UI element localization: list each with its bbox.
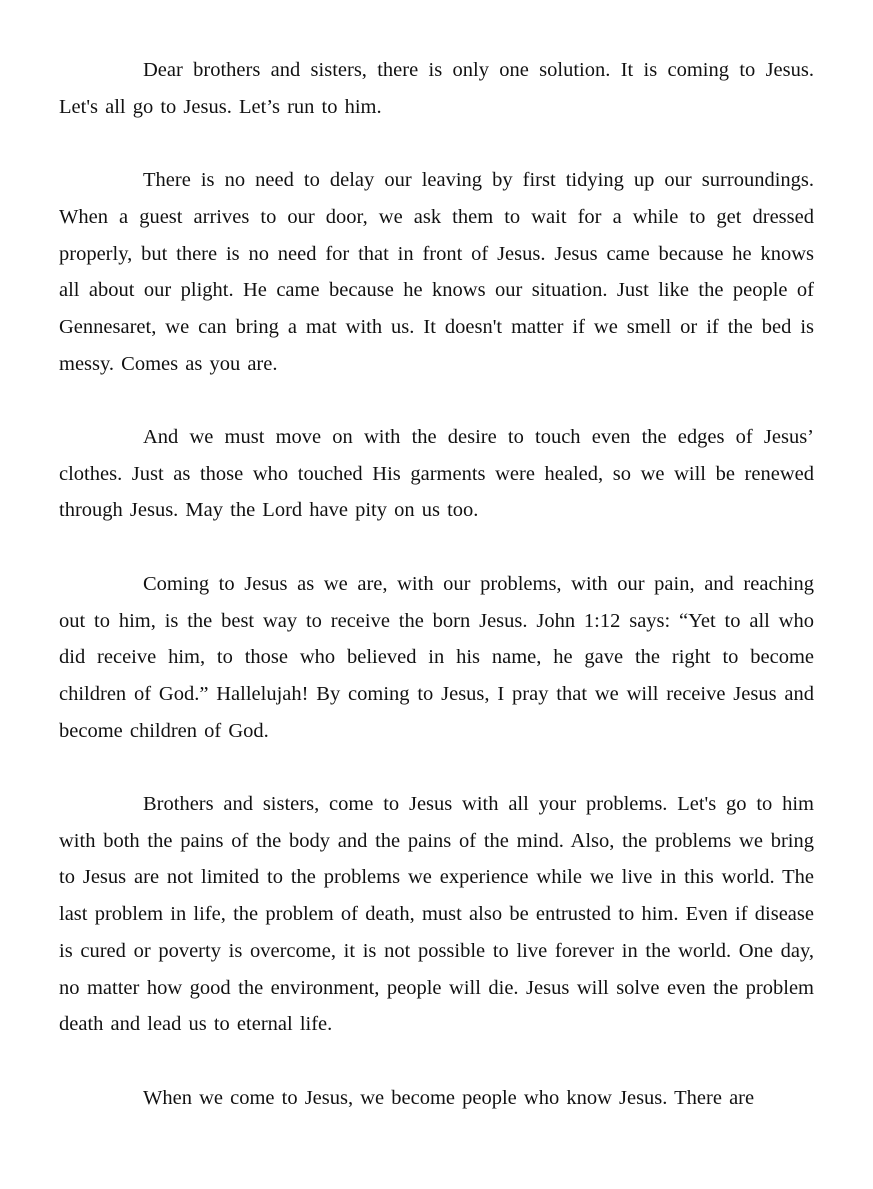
paragraph-2: There is no need to delay our leaving by first tidying up our surroundings. When a guest arrives to our door, we ask them to wait for a while to get dressed properly, but there is no need for that in front of Jesus. Jesus came because he knows all about our plight. He came because he knows our situation. Just like the people of Gennesaret, we can bring a mat with us. It doesn't matter if we smell or if the bed is messy. Comes as you are. — [59, 169, 814, 375]
paragraph-4: Coming to Jesus as we are, with our problems, with our pain, and reaching out to him, is the best way to receive the born Jesus. John 1:12 says: “Yet to all who did receive him, to those who believed in his name, he gave the right to become children of God.” Hallelujah! By coming to Jesus, I pray that we will receive Jesus and become children of God. — [59, 572, 814, 742]
paragraph-6: When we come to Jesus, we become people who know Jesus. There are — [143, 1086, 755, 1109]
paragraph-1: Dear brothers and sisters, there is only one solution. It is coming to Jesus. Let's all go to Jesus. Let’s run to him. — [59, 59, 814, 118]
paragraph-5: Brothers and sisters, come to Jesus with all your problems. Let's go to him with both the pains of the body and the pains of the mind. Also, the problems we bring to Jesus are not limited to the problems we experience while we live in this world. The last problem in life, the problem of death, must also be entrusted to him. Even if disease is cured or poverty is overcome, it is not possible to live forever in the world. One day, no matter how good the environment, people will die. Jesus will solve even the problem death and lead us to eternal life. — [59, 793, 814, 1036]
document-page — [59, 52, 814, 1116]
paragraph-3: And we must move on with the desire to touch even the edges of Jesus’ clothes. Just as those who touched His garments were healed, so we will be renewed through Jesus. May the Lord have pity on us too. — [59, 426, 814, 522]
